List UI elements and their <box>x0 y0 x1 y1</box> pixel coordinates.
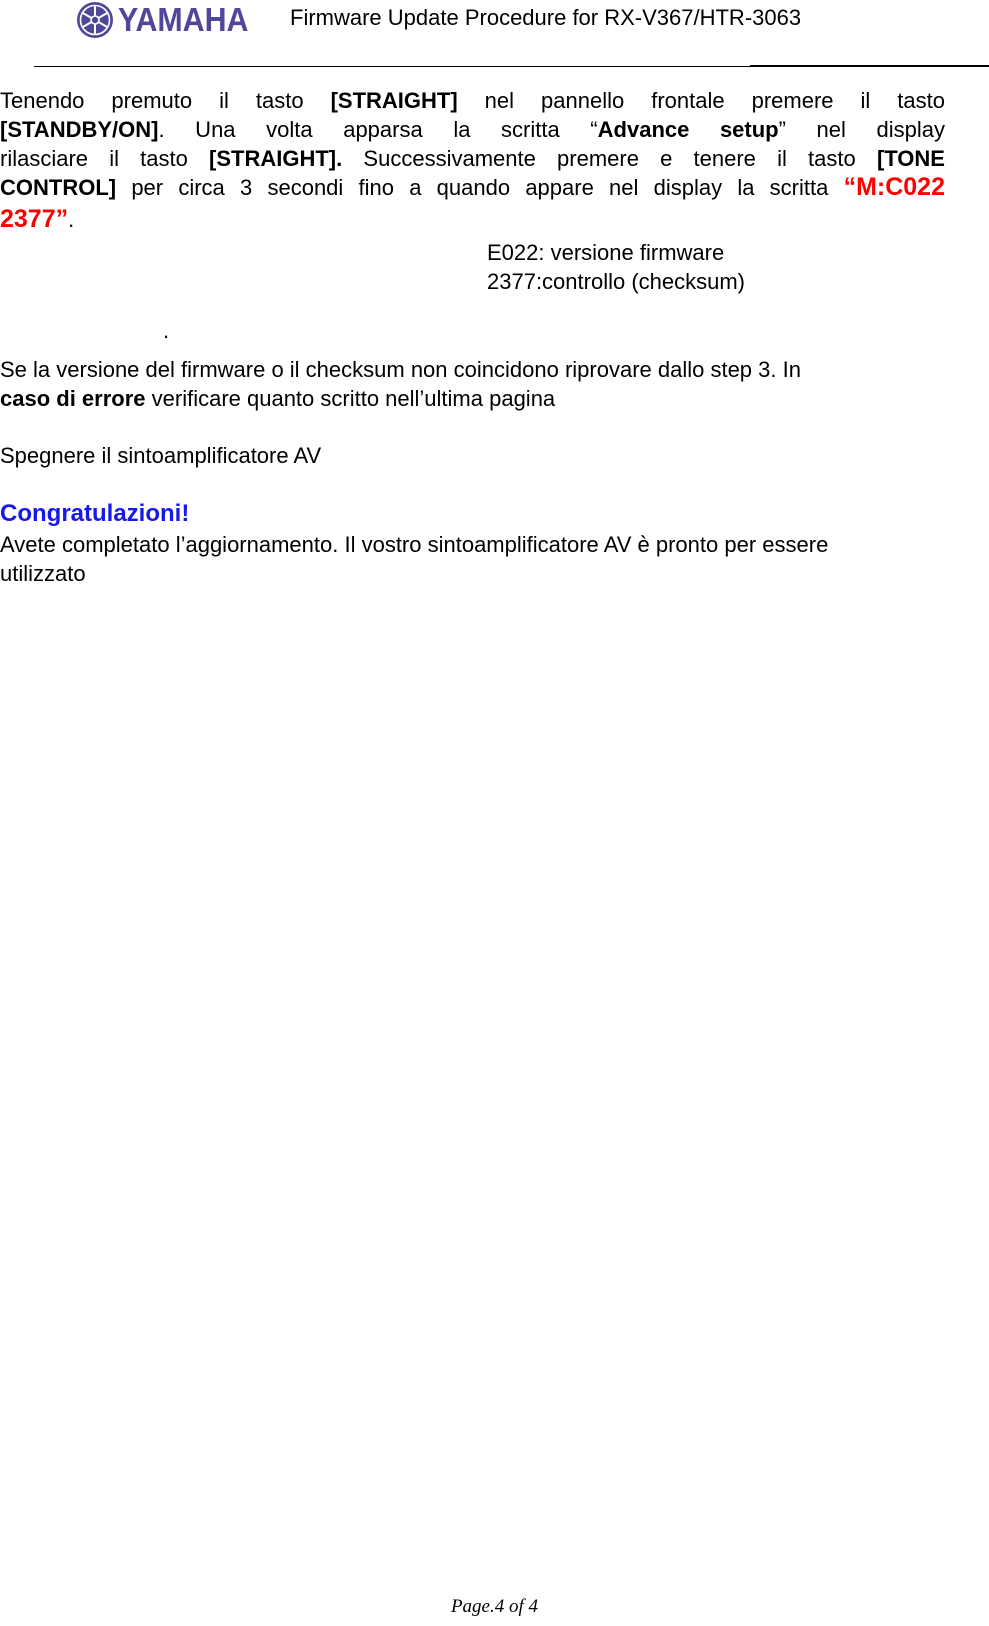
text-line: caso di errore verificare quanto scritto nell’ultima pagina <box>0 386 556 411</box>
text-line: utilizzato <box>0 561 86 586</box>
page-number: Page.4 of 4 <box>450 1596 539 1617</box>
stray-dot: . <box>163 318 170 343</box>
power-off-paragraph: Spegnere il sintoamplificatore AV <box>0 443 322 468</box>
logo-wordmark: YAMAHA <box>118 1 249 38</box>
congrats-heading: Congratulazioni! <box>0 500 190 527</box>
yamaha-logo <box>76 1 260 39</box>
header-divider-accent <box>750 65 989 67</box>
error-paragraph <box>0 355 945 413</box>
instruction-paragraph <box>0 86 945 234</box>
tuning-fork-emblem-icon <box>76 1 114 39</box>
text-line: [STANDBY/ON]. Una volta apparsa la scritta “Advance setup” nel display <box>0 117 945 142</box>
text-line: Avete completato l’aggiornamento. Il vostro sintoamplificatore AV è pronto per essere <box>0 532 829 557</box>
firmware-version-note: E022: versione firmware <box>487 240 725 265</box>
text-line: 2377”. <box>0 205 75 233</box>
text-line: Se la versione del firmware o il checksum non coincidono riprovare dallo step 3. In <box>0 357 801 382</box>
document-title: Firmware Update Procedure for RX-V367/HTR-3063 <box>290 5 802 30</box>
checksum-note: 2377:controllo (checksum) <box>487 269 746 294</box>
display-code-checksum: 2377” <box>0 205 69 233</box>
text-line: rilasciare il tasto [STRAIGHT]. Successivamente premere e tenere il tasto [TONE <box>0 146 945 171</box>
completion-paragraph <box>0 530 945 588</box>
display-code: “M:C022 <box>843 173 945 201</box>
text-line: Tenendo premuto il tasto [STRAIGHT] nel pannello frontale premere il tasto <box>0 88 945 113</box>
text-line: CONTROL] per circa 3 secondi fino a quando appare nel display la scritta “M:C022 <box>0 173 945 201</box>
